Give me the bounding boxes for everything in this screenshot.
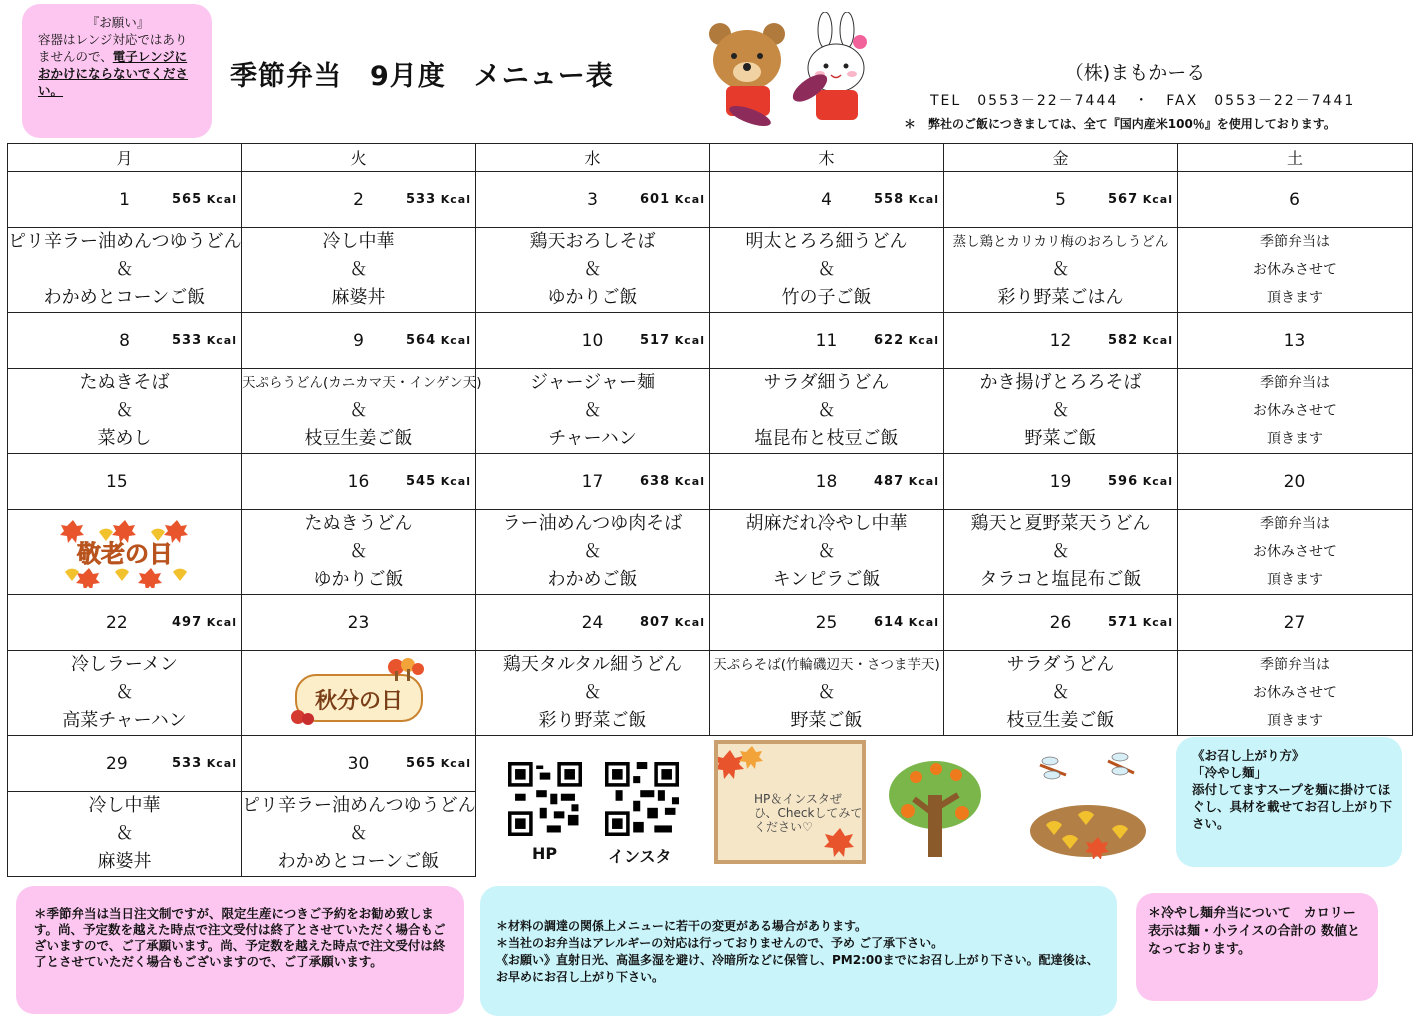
menu-cell — [8, 369, 242, 454]
menu-rice: チャーハン — [548, 428, 637, 449]
menu-main: 冷し中華 — [88, 795, 161, 816]
weekday-label: 火 — [242, 144, 476, 172]
menu-amp: ＆ — [349, 541, 368, 562]
day-number: 30 — [347, 754, 370, 774]
menu-cell — [710, 510, 944, 595]
date-cell — [476, 172, 710, 228]
menu-rice: 塩昆布と枝豆ご飯 — [754, 428, 899, 449]
kcal-value: 571 — [1108, 615, 1139, 630]
kcal-value: 565 — [172, 192, 203, 207]
closed-text: 季節弁当は — [1260, 657, 1330, 673]
menu-cell — [242, 792, 476, 877]
menu-cell — [944, 651, 1178, 736]
date-cell — [8, 736, 242, 792]
menu-main: たぬきうどん — [304, 513, 413, 534]
hp-qr-label: HP — [532, 844, 558, 863]
date-cell — [242, 736, 476, 792]
kcal-value: 487 — [874, 474, 905, 489]
date-cell — [944, 313, 1178, 369]
howto-text: 添付してますスープを麺に掛けてほぐし、具材を載せてお召し上がり下さい。 — [1192, 782, 1393, 831]
menu-cell — [242, 228, 476, 313]
howto-title: 《お召し上がり方》 — [1192, 748, 1305, 763]
menu-rice: ゆかりご飯 — [547, 287, 638, 308]
kcal-unit: Kcal — [1142, 334, 1173, 347]
notice-box — [22, 4, 212, 138]
kcal-unit: Kcal — [1142, 616, 1173, 629]
kcal-value: 497 — [172, 615, 203, 630]
date-cell — [710, 454, 944, 510]
menu-rice: キンピラご飯 — [772, 569, 881, 590]
shubun-no-hi-illustration — [284, 653, 434, 729]
date-cell — [8, 454, 242, 510]
menu-rice: ゆかりご飯 — [313, 569, 404, 590]
day-number: 15 — [106, 472, 128, 492]
day-number: 5 — [1055, 190, 1066, 210]
date-cell — [1178, 313, 1413, 369]
menu-cell — [710, 651, 944, 736]
hp-qr-code[interactable] — [508, 762, 582, 836]
date-cell — [476, 595, 710, 651]
date-cell — [8, 595, 242, 651]
closed-text: お休みさせて — [1253, 544, 1337, 560]
weekday-label: 木 — [710, 144, 944, 172]
instagram-qr-code[interactable] — [605, 762, 679, 836]
menu-cell — [8, 651, 242, 736]
menu-main: サラダうどん — [1006, 654, 1115, 675]
menu-main: ラー油めんつゆ肉そば — [502, 513, 683, 534]
kcal-value: 622 — [874, 333, 905, 348]
holiday-cell — [242, 651, 476, 736]
calorie-note-box — [1136, 893, 1378, 1001]
menu-amp: ＆ — [349, 259, 368, 280]
kcal-unit: Kcal — [1142, 193, 1173, 206]
kcal-value: 564 — [406, 333, 437, 348]
menu-cell — [8, 792, 242, 877]
phone-fax: TEL 0553－22－7444 ・ FAX 0553－22－7441 — [930, 93, 1356, 109]
storage-note: 《お願い》直射日光、高温多湿を避け、冷暗所などに保管し、PM2:00までにお召し上がり下さい。配達後は、お早めにお召し上がり下さい。 — [496, 953, 1099, 984]
menu-main: ジャージャー麺 — [530, 372, 655, 393]
menu-cell — [710, 228, 944, 313]
menu-rice: 麻婆丼 — [331, 287, 386, 308]
notice-text: 容器はレンジ対応ではありませんので、 — [38, 32, 188, 64]
keiro-no-hi-illustration — [55, 512, 195, 588]
menu-main: 天ぷらそば(竹輪磯辺天・さつま芋天) — [713, 657, 940, 673]
kcal-value: 807 — [640, 615, 671, 630]
notice-emphasis: 電子レンジにおかけにならないでください。 — [38, 49, 189, 98]
menu-amp: ＆ — [1051, 682, 1070, 703]
holiday-shubun-label: 秋分の日 — [314, 689, 403, 714]
menu-main: たぬきそば — [79, 372, 170, 393]
menu-main: 胡麻だれ冷やし中華 — [745, 513, 908, 534]
general-notes-box — [480, 886, 1117, 1016]
menu-cell — [242, 510, 476, 595]
menu-amp: ＆ — [115, 823, 134, 844]
kcal-unit: Kcal — [908, 334, 939, 347]
kcal-value: 567 — [1108, 192, 1139, 207]
menu-amp: ＆ — [115, 682, 134, 703]
date-row — [8, 454, 1413, 510]
kcal-unit: Kcal — [908, 616, 939, 629]
menu-cell — [476, 510, 710, 595]
menu-cell — [476, 228, 710, 313]
menu-rice: 野菜ご飯 — [790, 710, 863, 731]
menu-amp: ＆ — [583, 259, 602, 280]
closed-cell — [1178, 651, 1413, 736]
closed-text: 季節弁当は — [1260, 516, 1330, 532]
kcal-unit: Kcal — [674, 475, 705, 488]
menu-cell — [944, 510, 1178, 595]
menu-amp: ＆ — [115, 259, 134, 280]
holiday-keiro-label: 敬老の日 — [76, 540, 173, 568]
kcal-unit: Kcal — [908, 475, 939, 488]
closed-text: 頂きます — [1267, 431, 1323, 447]
menu-main: ピリ辛ラー油めんつゆうどん — [242, 795, 476, 816]
menu-cell — [944, 369, 1178, 454]
menu-main: かき揚げとろろそば — [979, 372, 1142, 393]
menu-cell — [242, 369, 482, 454]
menu-rice: 彩り野菜ご飯 — [538, 710, 647, 731]
menu-rice: 麻婆丼 — [97, 851, 152, 872]
day-number: 18 — [815, 472, 838, 492]
day-number: 22 — [106, 613, 128, 633]
menu-amp: ＆ — [817, 682, 836, 703]
date-cell — [710, 172, 944, 228]
weekday-label: 金 — [944, 144, 1178, 172]
closed-text: 頂きます — [1267, 713, 1323, 729]
menu-rice: 野菜ご飯 — [1024, 428, 1097, 449]
kcal-unit: Kcal — [440, 334, 471, 347]
date-cell — [1178, 595, 1413, 651]
menu-amp: ＆ — [583, 682, 602, 703]
sign-board-illustration — [714, 740, 866, 864]
date-cell — [8, 313, 242, 369]
date-cell — [242, 172, 476, 228]
date-cell — [1178, 454, 1413, 510]
kcal-unit: Kcal — [206, 616, 237, 629]
day-number: 26 — [1049, 613, 1072, 633]
instagram-qr-label: インスタ — [608, 847, 672, 866]
date-cell — [242, 454, 476, 510]
day-number: 4 — [821, 190, 832, 210]
day-number: 29 — [106, 754, 128, 774]
bear-rabbit-mascot-illustration — [700, 12, 900, 134]
day-number: 16 — [347, 472, 370, 492]
day-number: 10 — [581, 331, 604, 351]
date-cell — [242, 313, 476, 369]
kcal-value: 533 — [172, 333, 203, 348]
day-number: 12 — [1049, 331, 1072, 351]
kcal-unit: Kcal — [206, 334, 237, 347]
menu-cell — [944, 228, 1178, 313]
menu-main: 鶏天と夏野菜天うどん — [970, 513, 1151, 534]
menu-cell — [8, 228, 242, 313]
kcal-unit: Kcal — [674, 616, 705, 629]
menu-amp: ＆ — [115, 400, 134, 421]
menu-rice: わかめとコーンご飯 — [43, 287, 206, 308]
menu-main: 明太とろろ細うどん — [745, 231, 908, 252]
menu-rice: タラコと塩昆布ご飯 — [979, 569, 1142, 590]
menu-amp: ＆ — [817, 259, 836, 280]
kcal-value: 638 — [640, 474, 671, 489]
menu-amp: ＆ — [583, 541, 602, 562]
kcal-unit: Kcal — [440, 193, 471, 206]
date-cell — [944, 454, 1178, 510]
day-number: 19 — [1049, 472, 1072, 492]
day-number: 23 — [347, 613, 370, 633]
menu-row — [8, 369, 1413, 454]
menu-rice: わかめとコーンご飯 — [277, 851, 440, 872]
reservation-note-box — [16, 886, 464, 1014]
date-row — [8, 595, 1413, 651]
day-number: 6 — [1289, 190, 1300, 210]
kcal-unit: Kcal — [206, 193, 237, 206]
day-number: 11 — [815, 331, 838, 351]
closed-text: お休みさせて — [1253, 685, 1337, 701]
menu-rice: 彩り野菜ごはん — [997, 287, 1124, 308]
how-to-eat-box — [1176, 737, 1402, 867]
day-number: 2 — [353, 190, 364, 210]
day-number: 3 — [587, 190, 598, 210]
menu-amp: ＆ — [1051, 541, 1070, 562]
day-number: 1 — [119, 190, 130, 210]
kcal-value: 601 — [640, 192, 671, 207]
menu-rice: 高菜チャーハン — [62, 710, 187, 731]
closed-text: 頂きます — [1267, 290, 1323, 306]
date-row — [8, 172, 1413, 228]
kcal-value: 533 — [406, 192, 437, 207]
date-cell — [944, 172, 1178, 228]
allergy-note: ＊当社のお弁当はアレルギーの対応は行っておりませんので、予め ご了承下さい。 — [496, 936, 944, 950]
persimmon-tree-illustration — [886, 755, 984, 861]
kcal-unit: Kcal — [674, 193, 705, 206]
day-number: 27 — [1283, 613, 1306, 633]
menu-amp: ＆ — [1051, 259, 1070, 280]
closed-text: お休みさせて — [1253, 262, 1337, 278]
menu-main: 冷し中華 — [322, 231, 395, 252]
closed-text: 季節弁当は — [1260, 234, 1330, 250]
weekday-header — [8, 144, 1413, 172]
menu-row — [8, 228, 1413, 313]
date-cell — [242, 595, 476, 651]
menu-row — [8, 651, 1413, 736]
menu-rice: 竹の子ご飯 — [781, 287, 872, 308]
menu-amp: ＆ — [1051, 400, 1070, 421]
day-number: 25 — [815, 613, 838, 633]
kcal-value: 533 — [172, 756, 203, 771]
menu-amp: ＆ — [817, 400, 836, 421]
menu-amp: ＆ — [583, 400, 602, 421]
kcal-unit: Kcal — [440, 757, 471, 770]
closed-cell — [1178, 228, 1413, 313]
kcal-unit: Kcal — [1142, 475, 1173, 488]
howto-subtitle: 「冷やし麺」 — [1192, 765, 1268, 780]
closed-text: 頂きます — [1267, 572, 1323, 588]
menu-main: 鶏天おろしそば — [529, 231, 656, 252]
kcal-value: 558 — [874, 192, 905, 207]
kcal-unit: Kcal — [674, 334, 705, 347]
kcal-value: 545 — [406, 474, 437, 489]
date-cell — [476, 454, 710, 510]
date-cell — [710, 313, 944, 369]
menu-main: サラダ細うどん — [763, 372, 890, 393]
menu-cell — [710, 369, 944, 454]
date-cell — [476, 313, 710, 369]
closed-cell — [1178, 510, 1413, 595]
kcal-value: 614 — [874, 615, 905, 630]
kcal-value: 582 — [1108, 333, 1139, 348]
menu-row — [8, 510, 1413, 595]
date-cell — [944, 595, 1178, 651]
closed-text: 季節弁当は — [1260, 375, 1330, 391]
kcal-unit: Kcal — [206, 757, 237, 770]
weekday-label: 水 — [476, 144, 710, 172]
day-number: 17 — [581, 472, 604, 492]
date-cell — [8, 172, 242, 228]
day-number: 13 — [1283, 331, 1306, 351]
menu-cell — [476, 651, 710, 736]
notice-title: 『お願い』 — [86, 15, 150, 30]
menu-rice: 菜めし — [97, 428, 152, 449]
menu-main: 冷しラーメン — [70, 654, 179, 675]
kcal-value: 596 — [1108, 474, 1139, 489]
menu-main: ピリ辛ラー油めんつゆうどん — [8, 231, 242, 252]
menu-rice: 枝豆生姜ご飯 — [1006, 710, 1115, 731]
date-row — [8, 313, 1413, 369]
kcal-value: 517 — [640, 333, 671, 348]
day-number: 9 — [353, 331, 364, 351]
weekday-label: 土 — [1178, 144, 1413, 172]
date-cell — [1178, 172, 1413, 228]
closed-text: お休みさせて — [1253, 403, 1337, 419]
day-number: 24 — [581, 613, 604, 633]
menu-amp: ＆ — [349, 823, 368, 844]
holiday-cell — [8, 510, 242, 595]
kcal-unit: Kcal — [908, 193, 939, 206]
kcal-value: 565 — [406, 756, 437, 771]
company-name: （株)まもかーる — [1064, 62, 1206, 84]
day-number: 8 — [119, 331, 130, 351]
menu-rice: 枝豆生姜ご飯 — [304, 428, 413, 449]
page-title: 季節弁当 9月度 メニュー表 — [230, 61, 614, 92]
board-text: HP＆インスタぜひ、Checkしてみてください♡ — [754, 792, 863, 834]
reservation-note-text: ＊季節弁当は当日注文制ですが、限定生産につきご予約をお勧め致します。尚、予定数を越えた時点で注文受付は終了とさせていただく場合もございますので、ご了承願います。尚、予定数を越えた時点で注文受付は終了とさせていただく場合もございますので、ご了承願います。 — [34, 906, 446, 969]
date-cell — [710, 595, 944, 651]
menu-change-note: ＊材料の調達の関係上メニューに若干の変更がある場合があります。 — [496, 919, 868, 933]
menu-main: 蒸し鶏とカリカリ梅のおろしうどん — [952, 234, 1169, 250]
calorie-note-text: ＊冷やし麺弁当について カロリー表示は麺・小ライスの合計の 数値となっております。 — [1148, 906, 1361, 957]
menu-cell — [476, 369, 710, 454]
menu-rice: わかめご飯 — [547, 569, 638, 590]
weekday-label: 月 — [8, 144, 242, 172]
menu-amp: ＆ — [349, 400, 368, 421]
menu-amp: ＆ — [817, 541, 836, 562]
rice-note: ＊ 弊社のご飯につきましては、全て『国内産米100％』を使用しております。 — [904, 117, 1336, 131]
closed-cell — [1178, 369, 1413, 454]
menu-main: 鶏天タルタル細うどん — [502, 654, 683, 675]
kcal-unit: Kcal — [440, 475, 471, 488]
menu-main: 天ぷらうどん(カニカマ天・インゲン天) — [242, 375, 482, 391]
dragonfly-leaves-illustration — [1022, 745, 1148, 859]
day-number: 20 — [1283, 472, 1306, 492]
